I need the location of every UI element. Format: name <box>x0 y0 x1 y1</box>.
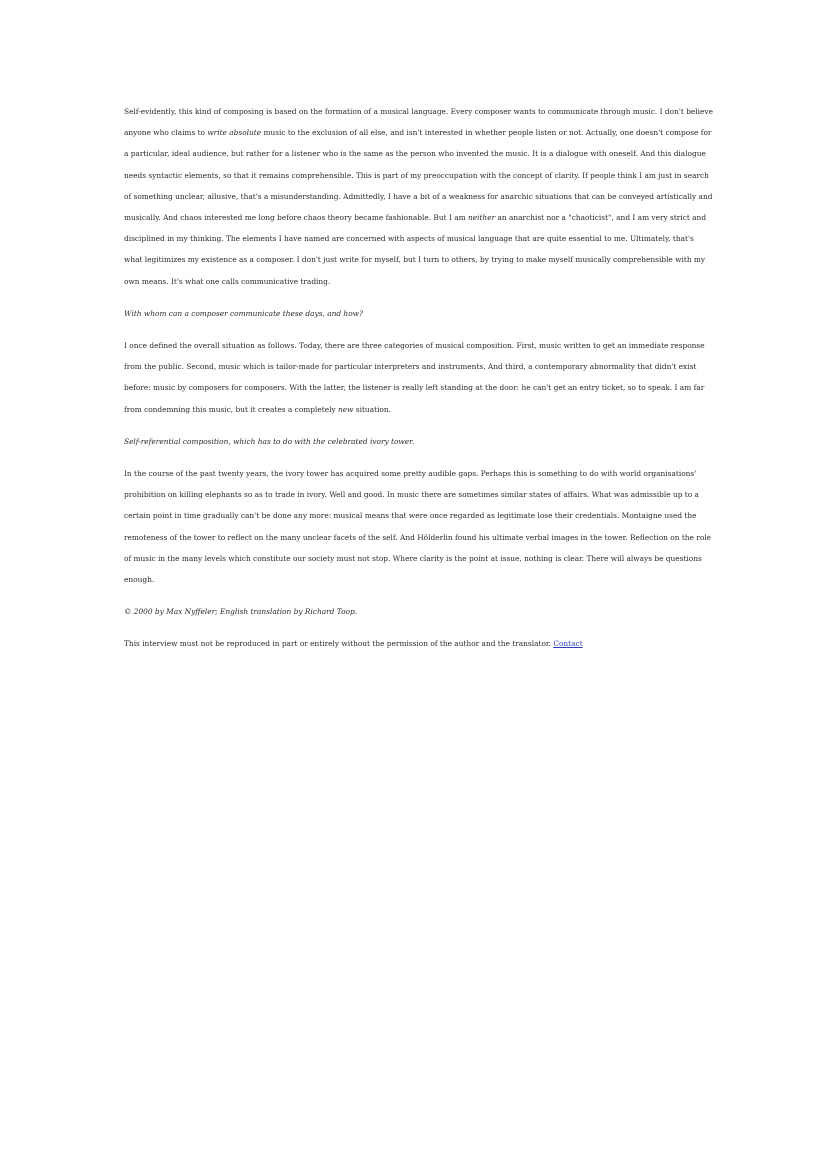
interview-question-2: Self-referential composition, which has to do with the celebrated ivory tower. <box>124 436 415 446</box>
article-body <box>124 101 714 655</box>
paragraph-1-emphasis-b: neither <box>467 213 496 223</box>
paragraph-1-text-a: Self-evidently, this kind of composing is based on the formation of a musical language. Every composer wants to communicate through music. I don't believe anyone who claims to <box>124 107 713 138</box>
paragraph-2-emphasis: new <box>337 404 354 414</box>
paragraph-2-text-a: I once defined the overall situation as follows. Today, there are three categories of musical composition. First, music written to get an immediate response from the public. Second, music which is tailor-made for particular interpreters and instruments. And third, a contemporary abnormality that didn't exist before: music by composers for composers. With the latter, the listener is really left standing at the door: he can't get an entry ticket, so to speak. I am far from condemning this music, but it creates a completely <box>124 341 705 414</box>
paragraph-3: In the course of the past twenty years, the ivory tower has acquired some pretty audible gaps. Perhaps this is something to do with world organisations' prohibition on killing elephants so as to trade in ivory. Well and good. In music there are sometimes similar states of affairs. What was admissible up to a certain point in time gradually can't be done any more: musical means that were once regarded as legitimate lose their credentials. Montaigne used the remoteness of the tower to reflect on the many unclear facets of the self. And Hölderlin found his ultimate verbal images in the tower. Reflection on the role of music in the many levels which constitute our society must not stop. Where clarity is the point at issue, nothing is clear. There will always be questions enough. <box>124 469 712 585</box>
paragraph-1-text-c: an anarchist nor a "chaoticist", and I am very strict and disciplined in my thinking. The elements I have named are concerned with aspects of musical language that are quite essential to me. Ultimately, that's what legitimizes my existence as a composer. I don't just write for myself, but I turn to others, by trying to make myself musically comprehensible with my own means. It's what one calls communicative trading. <box>124 213 707 286</box>
interview-question-1: With whom can a composer communicate these days, and how? <box>124 308 363 318</box>
reproduction-notice <box>124 633 714 654</box>
copyright-credit: © 2000 by Max Nyffeler; English translation by Richard Toop. <box>124 607 358 617</box>
reproduction-notice-text: This interview must not be reproduced in part or entirely without the permission of the author and the translator. <box>124 639 554 649</box>
contact-link[interactable]: Contact <box>553 639 583 649</box>
paragraph-2-text-b: situation. <box>353 404 391 414</box>
paragraph-1 <box>124 101 714 292</box>
paragraph-2 <box>124 335 714 420</box>
paragraph-1-text-b: music to the exclusion of all else, and isn't interested in whether people listen or not. Actually, one doesn't compose for a particular, ideal audience, but rather for a listener who is the same as the person who invented the music. It is a dialogue with oneself. And this dialogue needs syntactic elements, so that it remains comprehensible. This is part of my preoccupation with the concept of clarity. If people think I am just in search of something unclear, allusive, that's a misunderstanding. Admittedly, I have a bit of a weakness for anarchic situations that can be conveyed artistically and musically. And chaos interested me long before chaos theory became fashionable. But I am <box>124 128 713 223</box>
paragraph-1-emphasis-a: write absolute <box>207 128 262 138</box>
